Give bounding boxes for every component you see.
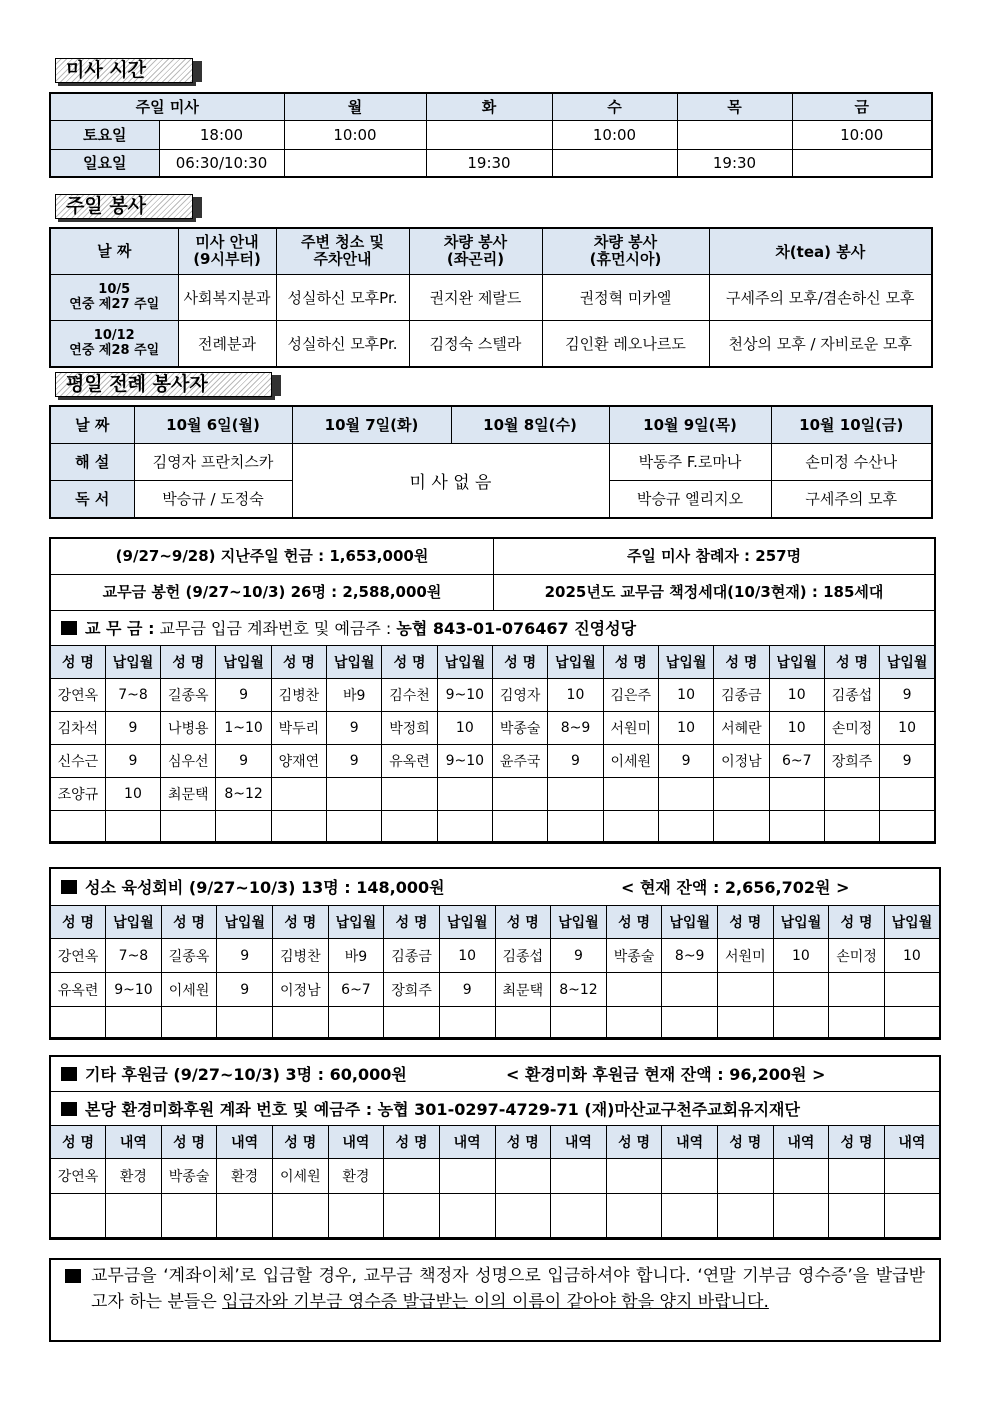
empty-cell <box>161 811 216 843</box>
header-name: 성 명 <box>161 906 217 939</box>
households: 2025년도 교무금 책정세대(10/3현재) : 185세대 <box>494 575 934 611</box>
name-cell: 손미정 <box>829 939 885 973</box>
empty-cell <box>773 973 829 1007</box>
value-cell: 7~8 <box>106 939 162 973</box>
seminary-balance: < 현재 잔액 : 2,656,702원 > <box>621 878 850 897</box>
empty-cell <box>384 1007 440 1039</box>
name-cell: 장희주 <box>384 973 440 1007</box>
header-name: 성 명 <box>50 1126 106 1159</box>
value-cell: 9 <box>217 973 273 1007</box>
cell: 김영자 프란치스카 <box>134 443 292 480</box>
value-cell: 10 <box>658 679 713 712</box>
empty-cell <box>327 778 382 811</box>
notice-underlined: 입금자와 기부금 영수증 발급받는 이의 이름이 같아야 함을 양지 바랍니다. <box>222 1292 769 1312</box>
value-cell: 10 <box>437 712 492 745</box>
cell: 권지완 제랄드 <box>409 274 542 320</box>
value-cell: 9 <box>658 745 713 778</box>
empty-cell <box>328 1007 384 1039</box>
cell: 10:00 <box>792 120 932 149</box>
cell: 18:00 <box>159 120 284 149</box>
empty-cell <box>824 811 879 843</box>
empty-cell <box>327 811 382 843</box>
dues-account: 교 무 금 : 교무금 입금 계좌번호 및 예금주 : 농협 843-01-076467 진영성당 <box>61 611 636 647</box>
name-cell: 나병용 <box>161 712 216 745</box>
date: 10/5 <box>98 282 131 297</box>
empty-cell <box>884 1007 940 1039</box>
cell: 성실하신 모후Pr. <box>276 320 409 367</box>
empty-cell <box>884 1159 940 1194</box>
cell: 손미정 수산나 <box>771 443 932 480</box>
empty-cell <box>217 1007 273 1039</box>
header-name: 성 명 <box>714 646 769 679</box>
value-cell: 9 <box>548 745 603 778</box>
header-col_month: 납입월 <box>773 906 829 939</box>
name-cell: 장희주 <box>824 745 879 778</box>
name-cell: 길종옥 <box>161 679 216 712</box>
header-name: 성 명 <box>603 646 658 679</box>
empty-cell <box>439 1194 495 1239</box>
cell: 06:30/10:30 <box>159 149 284 177</box>
name-cell: 윤주국 <box>493 745 548 778</box>
cell: 19:30 <box>677 149 792 177</box>
no-mass: 미 사 없 음 <box>292 443 609 518</box>
empty-cell <box>606 1007 662 1039</box>
mass-time-title: 미사 시간 <box>55 58 193 83</box>
empty-cell <box>273 1007 329 1039</box>
header-name: 성 명 <box>271 646 326 679</box>
cell: 10:00 <box>284 120 426 149</box>
value-cell: 10 <box>769 679 824 712</box>
header-vehicle-2: 차량 봉사 (휴먼시아) <box>542 228 709 274</box>
value-cell: 환경 <box>217 1159 273 1194</box>
value-cell: 8~12 <box>551 973 607 1007</box>
name-cell: 강연옥 <box>50 679 105 712</box>
header-day: 10월 8일(수) <box>451 406 609 443</box>
empty-cell <box>50 1007 106 1039</box>
header-name: 성 명 <box>161 1126 217 1159</box>
empty-cell <box>106 1194 162 1239</box>
header-col_month: 납입월 <box>105 646 160 679</box>
cell: 19:30 <box>426 149 552 177</box>
value-cell: 8~9 <box>662 939 718 973</box>
cell <box>792 149 932 177</box>
empty-cell <box>829 1007 885 1039</box>
cell: 성실하신 모후Pr. <box>276 274 409 320</box>
empty-cell <box>603 811 658 843</box>
header-fri: 금 <box>792 93 932 120</box>
name-cell: 박두리 <box>271 712 326 745</box>
weekday-service-table <box>49 405 933 519</box>
empty-cell <box>216 811 271 843</box>
header-name: 성 명 <box>829 906 885 939</box>
header-day: 10월 10일(금) <box>771 406 932 443</box>
last-week-offering: (9/27~9/28) 지난주일 헌금 : 1,653,000원 <box>51 539 494 575</box>
cell: 김정숙 스텔라 <box>409 320 542 367</box>
empty-cell <box>714 811 769 843</box>
empty-cell <box>105 811 160 843</box>
value-cell: 9 <box>105 745 160 778</box>
seminary-title: 성소 육성회비 (9/27~10/3) 13명 : 148,000원 <box>61 869 445 906</box>
cell <box>426 120 552 149</box>
header-name: 성 명 <box>50 646 105 679</box>
header-col_month: 납입월 <box>437 646 492 679</box>
empty-cell <box>773 1007 829 1039</box>
cell: 전례분과 <box>178 320 276 367</box>
value-cell: 9 <box>439 973 495 1007</box>
empty-cell <box>773 1159 829 1194</box>
cell: 구세주의 모후 <box>771 480 932 518</box>
header-col_month: 납입월 <box>439 906 495 939</box>
header-cleaning: 주변 청소 및 주차안내 <box>276 228 409 274</box>
header-mon: 월 <box>284 93 426 120</box>
empty-cell <box>603 778 658 811</box>
name-cell: 이정남 <box>714 745 769 778</box>
value-cell: 6~7 <box>769 745 824 778</box>
table-row <box>50 973 940 1007</box>
empty-cell <box>551 1159 607 1194</box>
empty-cell <box>769 811 824 843</box>
table-row <box>50 778 935 811</box>
header-col_month: 납입월 <box>769 646 824 679</box>
empty-cell <box>439 1007 495 1039</box>
empty-cell <box>437 811 492 843</box>
empty-cell <box>495 1194 551 1239</box>
empty-cell <box>662 1007 718 1039</box>
header-date: 날 짜 <box>50 228 178 274</box>
seminary-table <box>49 905 941 1040</box>
table-row <box>50 1194 940 1239</box>
value-cell: 9 <box>216 679 271 712</box>
header-col_detail: 내역 <box>217 1126 273 1159</box>
name-cell: 유옥련 <box>382 745 437 778</box>
empty-cell <box>382 811 437 843</box>
header-col_month: 납입월 <box>551 906 607 939</box>
cell <box>284 149 426 177</box>
value-cell: 환경 <box>328 1159 384 1194</box>
name-cell: 서혜란 <box>714 712 769 745</box>
name-cell: 이세원 <box>273 1159 329 1194</box>
name-cell: 이세원 <box>603 745 658 778</box>
value-cell: 9 <box>880 745 935 778</box>
name-cell: 조양규 <box>50 778 105 811</box>
header-tue: 화 <box>426 93 552 120</box>
header-col_month: 납입월 <box>884 906 940 939</box>
empty-cell <box>829 1194 885 1239</box>
empty-cell <box>439 1159 495 1194</box>
row-label-reading: 독 서 <box>50 480 134 518</box>
other-title: 기타 후원금 (9/27~10/3) 3명 : 60,000원 <box>61 1057 407 1092</box>
cell <box>677 120 792 149</box>
name-cell: 신수근 <box>50 745 105 778</box>
date: 10/12 <box>93 328 135 344</box>
empty-cell <box>606 1194 662 1239</box>
value-cell: 10 <box>769 712 824 745</box>
value-cell: 9 <box>327 745 382 778</box>
empty-cell <box>880 778 935 811</box>
value-cell: 10 <box>105 778 160 811</box>
header-name: 성 명 <box>824 646 879 679</box>
table-row <box>50 745 935 778</box>
value-cell: 9 <box>216 745 271 778</box>
value-cell: 9 <box>880 679 935 712</box>
header-col_detail: 내역 <box>662 1126 718 1159</box>
header-name: 성 명 <box>50 906 106 939</box>
value-cell: 1~10 <box>216 712 271 745</box>
name-cell: 서원미 <box>718 939 774 973</box>
environment-balance: < 환경미화 후원금 현재 잔액 : 96,200원 > <box>506 1065 826 1084</box>
name-cell: 박종술 <box>161 1159 217 1194</box>
name-cell: 최문택 <box>495 973 551 1007</box>
header-usher: 미사 안내 (9시부터) <box>178 228 276 274</box>
header-name: 성 명 <box>161 646 216 679</box>
header-col_month: 납입월 <box>328 906 384 939</box>
row-label: 일요일 <box>50 149 159 177</box>
empty-cell <box>718 1159 774 1194</box>
empty-cell <box>662 973 718 1007</box>
cell: 박승규 엘리지오 <box>609 480 771 518</box>
empty-cell <box>437 778 492 811</box>
value-cell: 9 <box>217 939 273 973</box>
header-name: 성 명 <box>829 1126 885 1159</box>
header-col_detail: 내역 <box>773 1126 829 1159</box>
header-name: 성 명 <box>384 906 440 939</box>
name-cell: 양재연 <box>271 745 326 778</box>
header-name: 성 명 <box>606 906 662 939</box>
name-cell: 김병찬 <box>271 679 326 712</box>
value-cell: 9~10 <box>437 679 492 712</box>
name-cell: 강연옥 <box>50 939 106 973</box>
header-col_detail: 내역 <box>106 1126 162 1159</box>
empty-cell <box>773 1194 829 1239</box>
empty-cell <box>551 1194 607 1239</box>
name-cell: 서원미 <box>603 712 658 745</box>
empty-cell <box>884 1194 940 1239</box>
name-cell: 김병찬 <box>273 939 329 973</box>
name-cell: 박종술 <box>493 712 548 745</box>
header-day: 10월 7일(화) <box>292 406 451 443</box>
empty-cell <box>714 778 769 811</box>
header-col_detail: 내역 <box>439 1126 495 1159</box>
name-cell: 김차석 <box>50 712 105 745</box>
table-row <box>50 679 935 712</box>
name-cell: 유옥련 <box>50 973 106 1007</box>
cell: 박승규 / 도정숙 <box>134 480 292 518</box>
name-cell: 이세원 <box>161 973 217 1007</box>
table-row <box>50 811 935 843</box>
value-cell: 9~10 <box>106 973 162 1007</box>
empty-cell <box>662 1194 718 1239</box>
empty-cell <box>718 1007 774 1039</box>
empty-cell <box>658 811 713 843</box>
week: 연중 제28 주일 <box>69 343 160 359</box>
cell <box>552 149 677 177</box>
empty-cell <box>384 1159 440 1194</box>
row-label: 토요일 <box>50 120 159 149</box>
header-sunday-mass: 주일 미사 <box>50 93 284 120</box>
header-day: 10월 6일(월) <box>134 406 292 443</box>
empty-cell <box>495 1159 551 1194</box>
value-cell: 8~12 <box>216 778 271 811</box>
week: 연중 제27 주일 <box>69 297 160 312</box>
header-col_month: 납입월 <box>106 906 162 939</box>
cell: 박동주 F.로마나 <box>609 443 771 480</box>
header-name: 성 명 <box>606 1126 662 1159</box>
empty-cell <box>548 811 603 843</box>
header-name: 성 명 <box>273 1126 329 1159</box>
value-cell: 10 <box>880 712 935 745</box>
header-name: 성 명 <box>493 646 548 679</box>
header-thu: 목 <box>677 93 792 120</box>
value-cell: 바9 <box>328 939 384 973</box>
header-wed: 수 <box>552 93 677 120</box>
name-cell: 최문택 <box>161 778 216 811</box>
header-name: 성 명 <box>495 1126 551 1159</box>
header-name: 성 명 <box>718 1126 774 1159</box>
name-cell: 김영자 <box>493 679 548 712</box>
header-col_month: 납입월 <box>217 906 273 939</box>
header-col_month: 납입월 <box>662 906 718 939</box>
empty-cell <box>884 973 940 1007</box>
empty-cell <box>493 811 548 843</box>
empty-cell <box>50 811 105 843</box>
name-cell: 김종금 <box>714 679 769 712</box>
sunday-service-table <box>49 227 933 368</box>
empty-cell <box>606 973 662 1007</box>
empty-cell <box>658 778 713 811</box>
cell: 천상의 모후 / 자비로운 모후 <box>709 320 932 367</box>
value-cell: 10 <box>773 939 829 973</box>
value-cell: 10 <box>658 712 713 745</box>
empty-cell <box>217 1194 273 1239</box>
empty-cell <box>769 778 824 811</box>
value-cell: 바9 <box>327 679 382 712</box>
mass-time-table <box>49 92 933 178</box>
empty-cell <box>829 973 885 1007</box>
header-tea: 차(tea) 봉사 <box>709 228 932 274</box>
value-cell: 9 <box>105 712 160 745</box>
value-cell: 10 <box>439 939 495 973</box>
environment-account: 본당 환경미화후원 계좌 번호 및 예금주 : 농협 301-0297-4729-71 (재)마산교구천주교회유지재단 <box>51 1091 939 1127</box>
notice-text: 교무금을 ‘계좌이체’로 입금할 경우, 교무금 책정자 성명으로 입금하셔야 합니다. ‘연말 기부금 영수증’을 발급받고자 하는 분들은 <box>91 1266 925 1312</box>
value-cell: 9~10 <box>437 745 492 778</box>
header-col_month: 납입월 <box>658 646 713 679</box>
empty-cell <box>161 1194 217 1239</box>
sunday-service-title: 주일 봉사 <box>55 194 193 219</box>
row-label-commentary: 해 설 <box>50 443 134 480</box>
name-cell: 길종옥 <box>161 939 217 973</box>
header-col_month: 납입월 <box>880 646 935 679</box>
cell: 사회복지분과 <box>178 274 276 320</box>
name-cell: 이정남 <box>273 973 329 1007</box>
dues-total: 교무금 봉헌 (9/27~10/3) 26명 : 2,588,000원 <box>51 575 494 611</box>
value-cell: 6~7 <box>328 973 384 1007</box>
name-cell: 김은주 <box>603 679 658 712</box>
empty-cell <box>662 1159 718 1194</box>
value-cell: 7~8 <box>105 679 160 712</box>
empty-cell <box>384 1194 440 1239</box>
empty-cell <box>824 778 879 811</box>
header-col_detail: 내역 <box>328 1126 384 1159</box>
value-cell: 8~9 <box>548 712 603 745</box>
header-vehicle-1: 차량 봉사 (좌곤리) <box>409 228 542 274</box>
value-cell: 10 <box>884 939 940 973</box>
empty-cell <box>548 778 603 811</box>
empty-cell <box>829 1159 885 1194</box>
empty-cell <box>880 811 935 843</box>
name-cell: 강연옥 <box>50 1159 106 1194</box>
value-cell: 10 <box>548 679 603 712</box>
empty-cell <box>718 1194 774 1239</box>
name-cell: 김수천 <box>382 679 437 712</box>
empty-cell <box>271 778 326 811</box>
cell: 권정혁 미카엘 <box>542 274 709 320</box>
notice-box <box>49 1258 941 1342</box>
cell: 김인환 레오나르도 <box>542 320 709 367</box>
header-day: 10월 9일(목) <box>609 406 771 443</box>
attendance: 주일 미사 참례자 : 257명 <box>494 539 934 575</box>
table-row <box>50 939 940 973</box>
empty-cell <box>551 1007 607 1039</box>
other-table <box>49 1125 941 1240</box>
name-cell: 김종금 <box>384 939 440 973</box>
weekday-service-title: 평일 전례 봉사자 <box>55 372 272 397</box>
empty-cell <box>328 1194 384 1239</box>
header-col_month: 납입월 <box>327 646 382 679</box>
header-name: 성 명 <box>495 906 551 939</box>
name-cell: 박정희 <box>382 712 437 745</box>
value-cell: 환경 <box>106 1159 162 1194</box>
empty-cell <box>273 1194 329 1239</box>
table-row <box>50 712 935 745</box>
value-cell: 9 <box>551 939 607 973</box>
header-name: 성 명 <box>382 646 437 679</box>
header-col_detail: 내역 <box>884 1126 940 1159</box>
cell: 구세주의 모후/겸손하신 모후 <box>709 274 932 320</box>
empty-cell <box>271 811 326 843</box>
name-cell: 심우선 <box>161 745 216 778</box>
empty-cell <box>718 973 774 1007</box>
value-cell: 9 <box>327 712 382 745</box>
header-col_month: 납입월 <box>216 646 271 679</box>
header-date: 날 짜 <box>50 406 134 443</box>
dues-table <box>49 645 936 844</box>
name-cell: 박종술 <box>606 939 662 973</box>
empty-cell <box>161 1007 217 1039</box>
empty-cell <box>382 778 437 811</box>
name-cell: 김종섭 <box>824 679 879 712</box>
empty-cell <box>495 1007 551 1039</box>
header-name: 성 명 <box>384 1126 440 1159</box>
empty-cell <box>606 1159 662 1194</box>
cell: 10:00 <box>552 120 677 149</box>
header-name: 성 명 <box>273 906 329 939</box>
name-cell: 손미정 <box>824 712 879 745</box>
empty-cell <box>50 1194 106 1239</box>
header-col_month: 납입월 <box>548 646 603 679</box>
empty-cell <box>493 778 548 811</box>
header-name: 성 명 <box>718 906 774 939</box>
empty-cell <box>106 1007 162 1039</box>
name-cell: 김종섭 <box>495 939 551 973</box>
table-row <box>50 1159 940 1194</box>
header-col_detail: 내역 <box>551 1126 607 1159</box>
table-row <box>50 1007 940 1039</box>
